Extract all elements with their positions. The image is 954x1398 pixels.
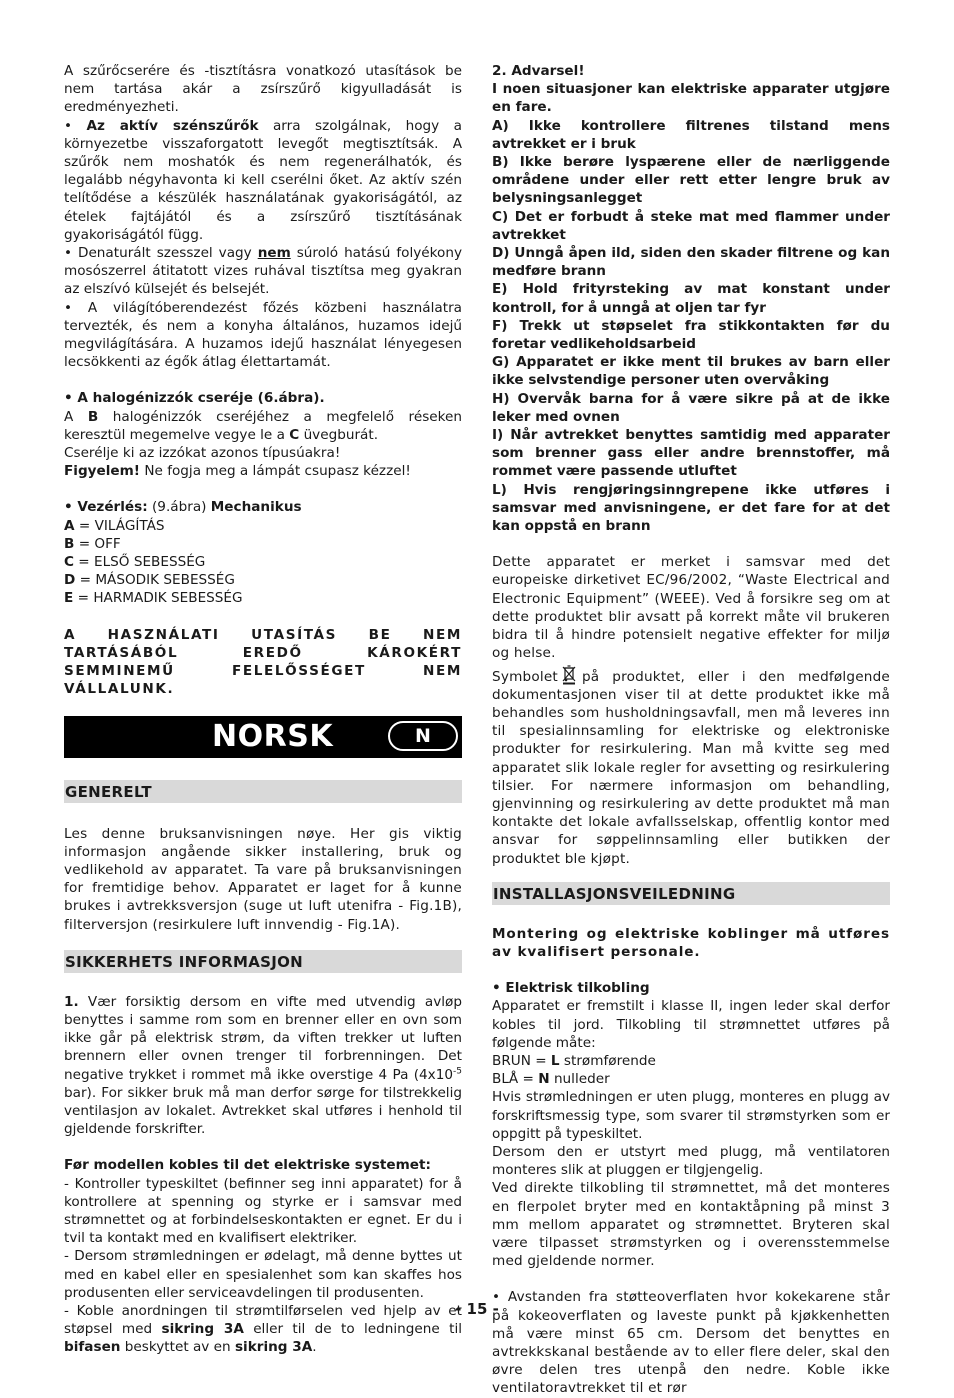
warning-item: I noen situasjoner kan elektriske apparater utgjøre en fare. <box>492 81 890 116</box>
fuse-text-c: beskyttet av en <box>120 1339 235 1356</box>
cleaning-emphasis: nem <box>257 245 291 262</box>
cleaning-text-a: • Denaturált szesszel vagy <box>64 245 258 262</box>
halogen-text-c: üvegburát. <box>299 426 379 443</box>
left-column <box>64 62 462 1357</box>
blue-wire-line <box>492 1070 890 1088</box>
warning-item: I) Når avtrekket benyttes samtidig med apparater som brenner gass eller andre brennstoffer, må rommet være passende utluftet <box>492 427 890 480</box>
control-item <box>64 535 462 553</box>
section-heading-installation: INSTALLASJONSVEILEDNING <box>492 882 890 905</box>
live-key: L <box>550 1052 560 1069</box>
controls-type: Mechanikus <box>210 499 302 516</box>
warning-item: H) Overvåk barna for å være sikre på at de ikke leker med ovnen <box>492 390 890 425</box>
caution-text: Ne fogja meg a lámpát csupasz kézzel! <box>140 463 411 480</box>
symbol-text-b: på produktet, eller i den medfølgende dokumentasjonen viser til at dette produktet ikke må behandles som husholdningsavfall, men må leveres inn til spesialinnsamling for elektriske og elektroniske produkter for resirkulering. Man må kvitte seg med apparatet slik lokale regler for avsetting og resirkulering tilsier. For nærmere informasjon om behandling, gjenvinning og resirkulering av dette produktet må man kontakte det lokale avfallsselskap, offentlig kontor med ansvar for søppelinnsamling eller butikken der produktet ble kjøpt. <box>492 668 890 867</box>
warning-item: D) Unngå åpen ild, siden den skader filtrene og kan medføre brann <box>492 245 890 280</box>
fuse-text-a: - Koble anordningen til strømtilførselen ved hjelp av et støpsel med <box>64 1302 462 1338</box>
direct-connection-paragraph: Ved direkte tilkobling til strømnettet, må det monteres en flerpolet bryter med en kontaktåpning på minst 3 mm mellom apparatet og strømnettet. Bryteren skal være tilpasset strømstyrken og i overensstemmelse med gjeldende normer. <box>492 1180 890 1270</box>
language-title: NORSK <box>212 718 334 754</box>
electrical-title: • Elektrisk tilkobling <box>492 980 650 997</box>
control-item <box>64 553 462 571</box>
halogen-replace-line: Cserélje ki az izzókat azonos típusúakra! <box>64 445 341 462</box>
control-value: = OFF <box>74 535 121 552</box>
halogen-key-b: B <box>87 408 99 425</box>
section-heading-generelt: GENERELT <box>64 780 462 803</box>
neutral-key: N <box>538 1071 550 1088</box>
liability-disclaimer: A HASZNÁLATI UTASÍTÁS BE NEM TARTÁSÁBÓL EREDŐ KÁROKÉRT SEMMINEMŰ FELELŐSSÉGET NEM VÁLLALUNK. <box>64 626 462 698</box>
language-badge: N <box>388 721 458 751</box>
installation-notice: Montering og elektriske koblinger må utføres av kvalifisert personale. <box>492 925 890 960</box>
fuse-text-d: . <box>312 1339 317 1356</box>
biphase-label: bifasen <box>64 1339 121 1356</box>
halogen-text-a: A <box>64 408 88 425</box>
symbol-text-a: Symbolet <box>492 668 558 685</box>
warning-list <box>492 62 890 535</box>
before-connecting-title: Før modellen kobles til det elektriske systemet: <box>64 1157 431 1174</box>
warning-item: L) Hvis rengjøringsinngrepene ikke utføres i samsvar med anvisningene, er det fare for at det kan oppstå en brann <box>492 481 890 535</box>
halogen-key-c: C <box>289 426 300 443</box>
filter-warning-paragraph: A szűrőcserére és -tisztításra vonatkozó utasítások be nem tartása akár a zsírszűrő kigyulladását is eredményezheti. <box>64 63 462 116</box>
controls-title <box>64 498 462 516</box>
before-connecting-item: - Kontroller typeskiltet (befinner seg inni apparatet) for å kontrollere at spenning og styrke er i samsvar med strømnettet og at forbindelseskontakten er egnet. Er du i tvil ta kontakt med en kvalifisert elektriker. <box>64 1175 462 1247</box>
symbol-paragraph <box>492 665 890 868</box>
neutral-text: nulleder <box>549 1071 610 1088</box>
fuse-rating: sikring 3A <box>234 1339 313 1356</box>
warning-item: F) Trekk ut støpselet fra stikkontakten før du foretar vedlikeholdsarbeid <box>492 317 890 353</box>
control-key: E <box>64 590 74 607</box>
weee-paragraph: Dette apparatet er merket i samsvar med det europeiske dirketivet EC/96/2002, “Waste Electrical and Electronic Equipment” (WEEE). Ved å forsikre seg om at dette produktet blir avsatt på korrekt måte vil brukeren bidra til å hindre potensielt negative effekter for miljø og helse. <box>492 554 890 662</box>
control-item <box>64 571 462 589</box>
caution-label: Figyelem! <box>64 463 141 480</box>
brown-label: BRUN = <box>492 1052 551 1069</box>
control-value: = HARMADIK SEBESSÉG <box>73 590 243 607</box>
control-value: = VILÁGÍTÁS <box>74 517 165 534</box>
bullet: • <box>64 117 87 134</box>
crossed-out-wheelie-bin-icon <box>562 665 576 685</box>
halogen-paragraph <box>64 408 462 444</box>
safety-item-number: 1. <box>64 993 79 1010</box>
right-column <box>492 62 890 1398</box>
halogen-text-b: halogénizzók cseréjéhez a megfelelő réseken keresztül megemelve vegye le a <box>64 408 463 443</box>
electrical-paragraph: Apparatet er fremstilt i klasse II, ingen leder skal derfor kobles til jord. Tilkobling til strømnettet utføres på følgende måte: <box>492 998 890 1051</box>
halogen-caution-line <box>64 462 462 480</box>
warning-item: A) Ikke kontrollere filtrenes tilstand mens avtrekket er i bruk <box>492 117 890 152</box>
control-key: D <box>64 572 76 589</box>
safety-item-text: Vær forsiktig dersom en vifte med utvendig avløp benyttes i samme rom som en brenner eller en ovn som ikke går på elektrisk strøm, da viften trekker ut luften brennern eller ovnen trenger til forbrenningen. Det negative trykket i rommet må ikke overstige 4 Pa (4x10 <box>64 993 462 1083</box>
page-number: - 15 - <box>455 1300 499 1318</box>
warning-item: G) Apparatet er ikke ment til brukes av barn eller ikke selvstendige personer uten overvåking <box>492 354 890 389</box>
cleaning-paragraph <box>64 244 462 299</box>
distance-paragraph: • Avstanden fra støtteoverflaten hvor kokekarene står på kokeoverflaten og laveste punkt på kjøkkenhetten må være minst 65 cm. Dersom det benyttes en avtrekkskanal bestående av to eller flere deler, skal den øvre delen tres utenpå den nedre. Koble ikke ventilatoravtrekket til et rør <box>492 1289 890 1397</box>
carbon-filter-label: Az aktív szénszűrők <box>86 117 259 134</box>
live-text: strømførende <box>559 1052 656 1069</box>
control-key: A <box>64 517 75 534</box>
lighting-paragraph: • A világítóberendezést főzés közbeni használatra tervezték, és nem a konyha általános, huzamos idejű megvilágítására. A huzamos idejű használat lényegesen lecsökkenti az égők átlag élettartamát. <box>64 299 462 371</box>
halogen-title: • A halogénizzók cseréje (6.ábra). <box>64 390 325 407</box>
plug-paragraph: Hvis strømledningen er uten plugg, monteres en plugg av forskriftsmessig type, som svarer til strømstyrken som er oppgitt på typeskiltet. <box>492 1089 890 1142</box>
control-value: = ELSŐ SEBESSÉG <box>73 554 206 571</box>
language-header-bar <box>64 716 462 758</box>
control-key: B <box>64 535 75 552</box>
controls-label: • Vezérlés: <box>64 499 148 516</box>
blue-label: BLÅ = <box>492 1071 539 1088</box>
exponent: -5 <box>453 1066 462 1076</box>
brown-wire-line <box>492 1052 890 1070</box>
control-item <box>64 589 462 607</box>
fuse-rating: sikring 3A <box>161 1321 244 1338</box>
plug-access-paragraph: Dersom den er utstyrt med plugg, må ventilatoren monteres slik at pluggen er tilgjengelig. <box>492 1143 890 1179</box>
fuse-text-b: eller til de to ledningene til <box>243 1321 462 1338</box>
control-item <box>64 517 462 535</box>
warning-item: E) Hold frityrsteking av mat konstant under kontroll, for å unngå at oljen tar fyr <box>492 281 890 316</box>
safety-item-1 <box>64 993 462 1139</box>
carbon-filter-paragraph <box>64 117 462 244</box>
controls-figure-ref: (9.ábra) <box>147 499 211 516</box>
before-connecting-item: - Dersom strømledningen er ødelagt, må denne byttes ut med en kabel eller en spesialenhet som kan skaffes hos produsenten eller serviceavdelingen til produsenten. <box>64 1248 462 1301</box>
safety-item-text-end: bar). For sikker bruk må man derfor sørge for tilstrekkelig ventilasjon av lokalet. Avtrekket skal utføres i henhold til gjeldende forskrifter. <box>64 1084 462 1138</box>
warning-item: B) Ikke berøre lyspærene eller de nærliggende områdene under eller rett etter lengre bruk av belysningsanlegget <box>492 154 890 207</box>
control-value: = MÁSODIK SEBESSÉG <box>75 572 235 589</box>
section-heading-safety: SIKKERHETS INFORMASJON <box>64 950 462 973</box>
cleaning-text-b: súroló hatású folyékony mosószerrel átitatott vizes ruhával tisztítsa meg gyakran az elszívó külsejét és belsejét. <box>64 245 462 298</box>
generelt-paragraph: Les denne bruksanvisningen nøye. Her gis viktig informasjon angående sikker installering, bruk og vedlikehold av apparatet. Ta vare på bruksanvisningen for fremtidige behov. Apparatet er laget for å kunne brukes i avtrekksversjon (suge ut luft utenifra - Fig.1B), filterversjon (resirkulere luft innvendig - Fig.1A). <box>64 825 462 933</box>
warning-heading: 2. Advarsel! <box>492 63 585 79</box>
control-key: C <box>64 554 74 571</box>
carbon-filter-text: arra szolgálnak, hogy a környezetbe visszaforgatott levegőt megtisztítsák. A szűrők nem moshatók és nem regenerálhatók, és legalább négyhavonta ki kell cserélni őket. Az aktív szén telítődése a készülék használatának gyakoriságától, az ételek fajtájától és a zsírszűrő tisztításának gyakoriságától függ. <box>64 117 463 243</box>
warning-item: C) Det er forbudt å steke mat med flammer under avtrekket <box>492 208 890 243</box>
